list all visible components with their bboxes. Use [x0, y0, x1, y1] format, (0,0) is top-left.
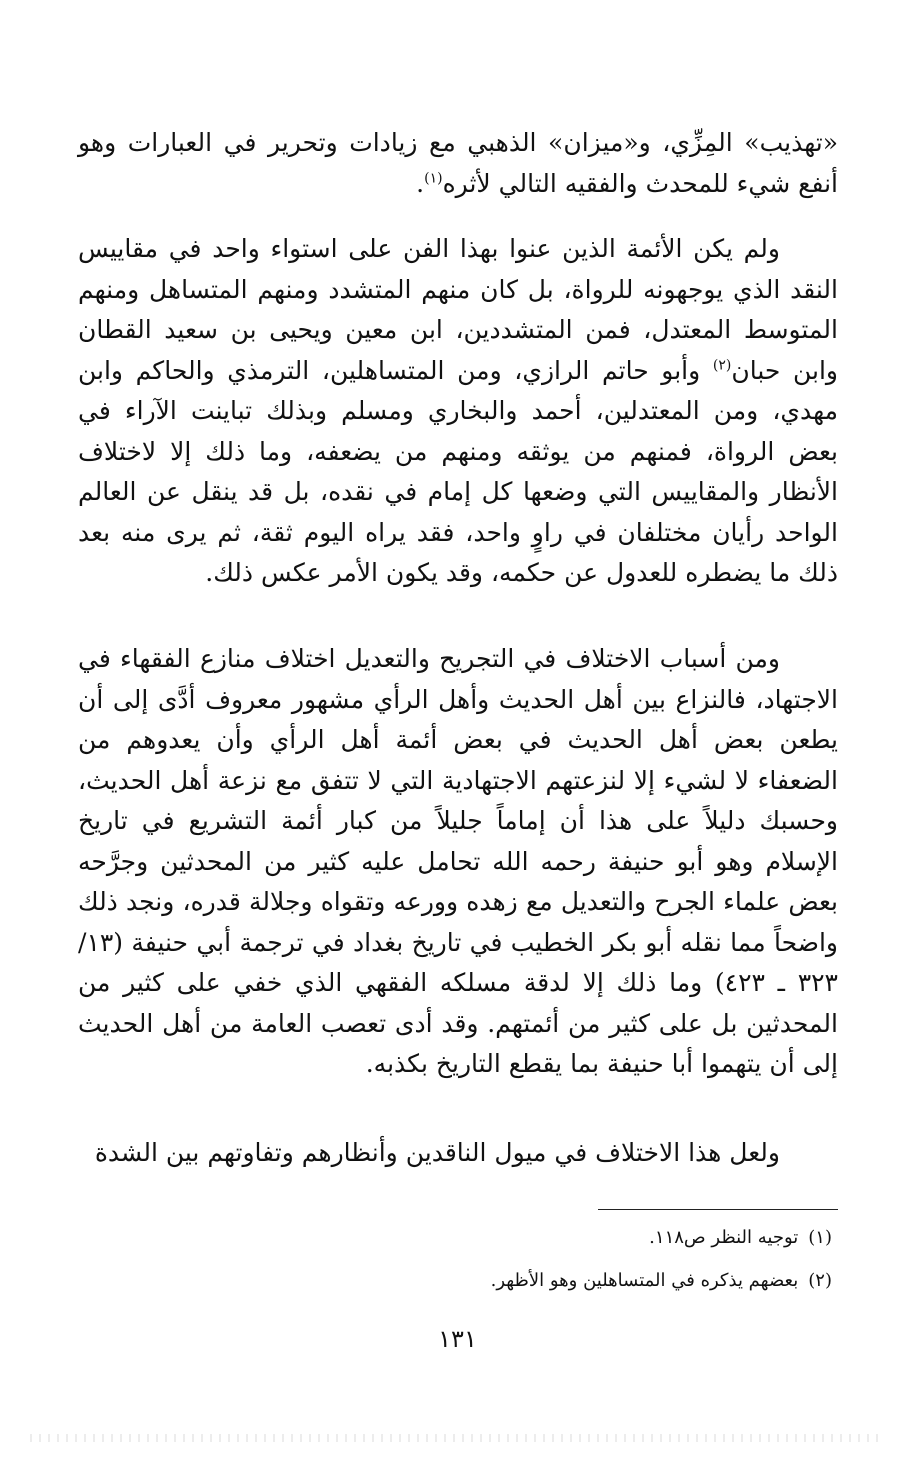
paragraph-2-text-start: ولم يكن الأئمة الذين عنوا بهذا الفن على استواء واحد في مقاييس النقد الذي يوجهونه للرواة، بل كان منهم المتشدد ومنهم المتساهل ومنهم المتوسط المعتدل، فمن المتشددين، ابن معين ويحيى بن سعيد القطان وابن حبان — [78, 234, 838, 385]
footnote-1-number: (١) — [808, 1227, 832, 1248]
footnote-1-text: توجيه النظر ص١١٨. — [649, 1227, 799, 1248]
paragraph-3-text: ومن أسباب الاختلاف في التجريح والتعديل اختلاف منازع الفقهاء في الاجتهاد، فالنزاع بين أهل الحديث وأهل الرأي مشهور معروف أدَّى إلى أن يطعن بعض أهل الحديث في بعض أئمة أهل الرأي وأن يعدوهم من الضعفاء لا لشيء إلا لنزعتهم الاجتهادية التي لا تتفق مع نزعة أهل الحديث، وحسبك دليلاً على هذا أن إماماً جليلاً من كبار أئمة التشريع في تاريخ الإسلام وهو أبو حنيفة رحمه الله تحامل عليه كثير من المحدثين وجرَّحه بعض علماء الجرح والتعديل مع زهده وورعه وتقواه وجلالة قدره، ونجد ذلك واضحاً مما نقله أبو بكر الخطيب في تاريخ بغداد في ترجمة أبي حنيفة (١٣/ ٣٢٣ ـ ٤٢٣) وما ذلك إلا لدقة مسلكه الفقهي الذي خفي على كثير من المحدثين بل على كثير من أئمتهم. وقد أدى تعصب العامة من أهل الحديث إلى أن يتهموا أبا حنيفة بما يقطع التاريخ بكذبه. — [78, 644, 838, 1078]
paragraph-3 — [78, 639, 838, 1085]
footnote-2 — [120, 1266, 832, 1296]
page-number: ١٣١ — [438, 1325, 477, 1353]
scan-artifact-strip — [30, 1434, 880, 1442]
footnote-ref-1: (١) — [424, 170, 443, 187]
paragraph-4 — [78, 1133, 838, 1174]
footnote-ref-2: (٢) — [712, 357, 732, 374]
paragraph-1-text: «تهذيب» المِزِّي، و«ميزان» الذهبي مع زيادات وتحرير في العبارات وهو أنفع شيء للمحدث والفقيه التالي لأثره — [78, 128, 838, 198]
footnote-2-number: (٢) — [808, 1270, 832, 1291]
footnote-2-text: بعضهم يذكره في المتساهلين وهو الأظهر. — [490, 1270, 799, 1291]
paragraph-2-text-end: وأبو حاتم الرازي، ومن المتساهلين، الترمذي والحاكم وابن مهدي، ومن المعتدلين، أحمد والبخاري ومسلم وبذلك تباينت الآراء في بعض الرواة، فمنهم من يوثقه ومنهم من يضعفه، وما ذلك إلا لاختلاف الأنظار والمقاييس التي وضعها كل إمام في نقده، بل قد ينقل عن العالم الواحد رأيان مختلفان في راوٍ واحد، فقد يراه اليوم ثقة، ثم يرى منه بعد ذلك ما يضطره للعدول عن حكمه، وقد يكون الأمر عكس ذلك. — [78, 355, 839, 587]
footnote-1 — [120, 1223, 832, 1253]
paragraph-1-end: . — [416, 168, 425, 198]
footnote-divider — [598, 1209, 838, 1210]
paragraph-1 — [78, 123, 838, 204]
paragraph-4-text: ولعل هذا الاختلاف في ميول الناقدين وأنظارهم وتفاوتهم بين الشدة — [94, 1138, 780, 1167]
paragraph-2 — [78, 229, 838, 594]
